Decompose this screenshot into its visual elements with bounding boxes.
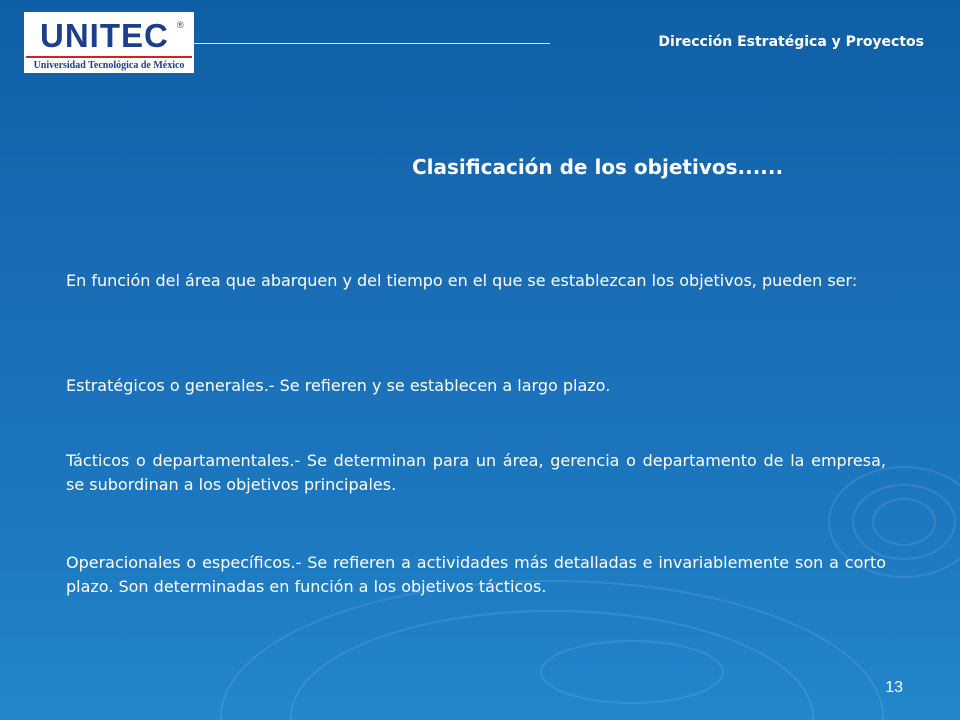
header-divider <box>194 43 550 44</box>
logo-registered-mark: ® <box>177 20 184 30</box>
paragraph-intro: En función del área que abarquen y del tiempo en el que se establezcan los objetivos, pueden ser: <box>66 271 858 290</box>
ripple-decoration <box>220 580 884 720</box>
paragraph-operational: Operacionales o específicos.- Se refieren a actividades más detalladas e invariablemente son a corto plazo. Son determinadas en función a los objetivos tácticos. <box>66 553 886 596</box>
paragraph-tactical: Tácticos o departamentales.- Se determinan para un área, gerencia o departamento de la empresa, se subordinan a los objetivos principales. <box>66 451 886 494</box>
logo-red-bar <box>26 56 192 58</box>
logo-subtitle: Universidad Tecnológica de México <box>26 59 192 73</box>
section-title: Dirección Estratégica y Proyectos <box>658 34 924 50</box>
paragraph-strategic: Estratégicos o generales.- Se refieren y se establecen a largo plazo. <box>66 376 611 395</box>
ripple-decoration <box>540 640 724 704</box>
unitec-logo <box>24 12 194 73</box>
logo-wordmark: UNITEC <box>32 18 177 54</box>
page-number: 13 <box>885 679 903 696</box>
slide-title: Clasificación de los objetivos...... <box>412 155 784 179</box>
